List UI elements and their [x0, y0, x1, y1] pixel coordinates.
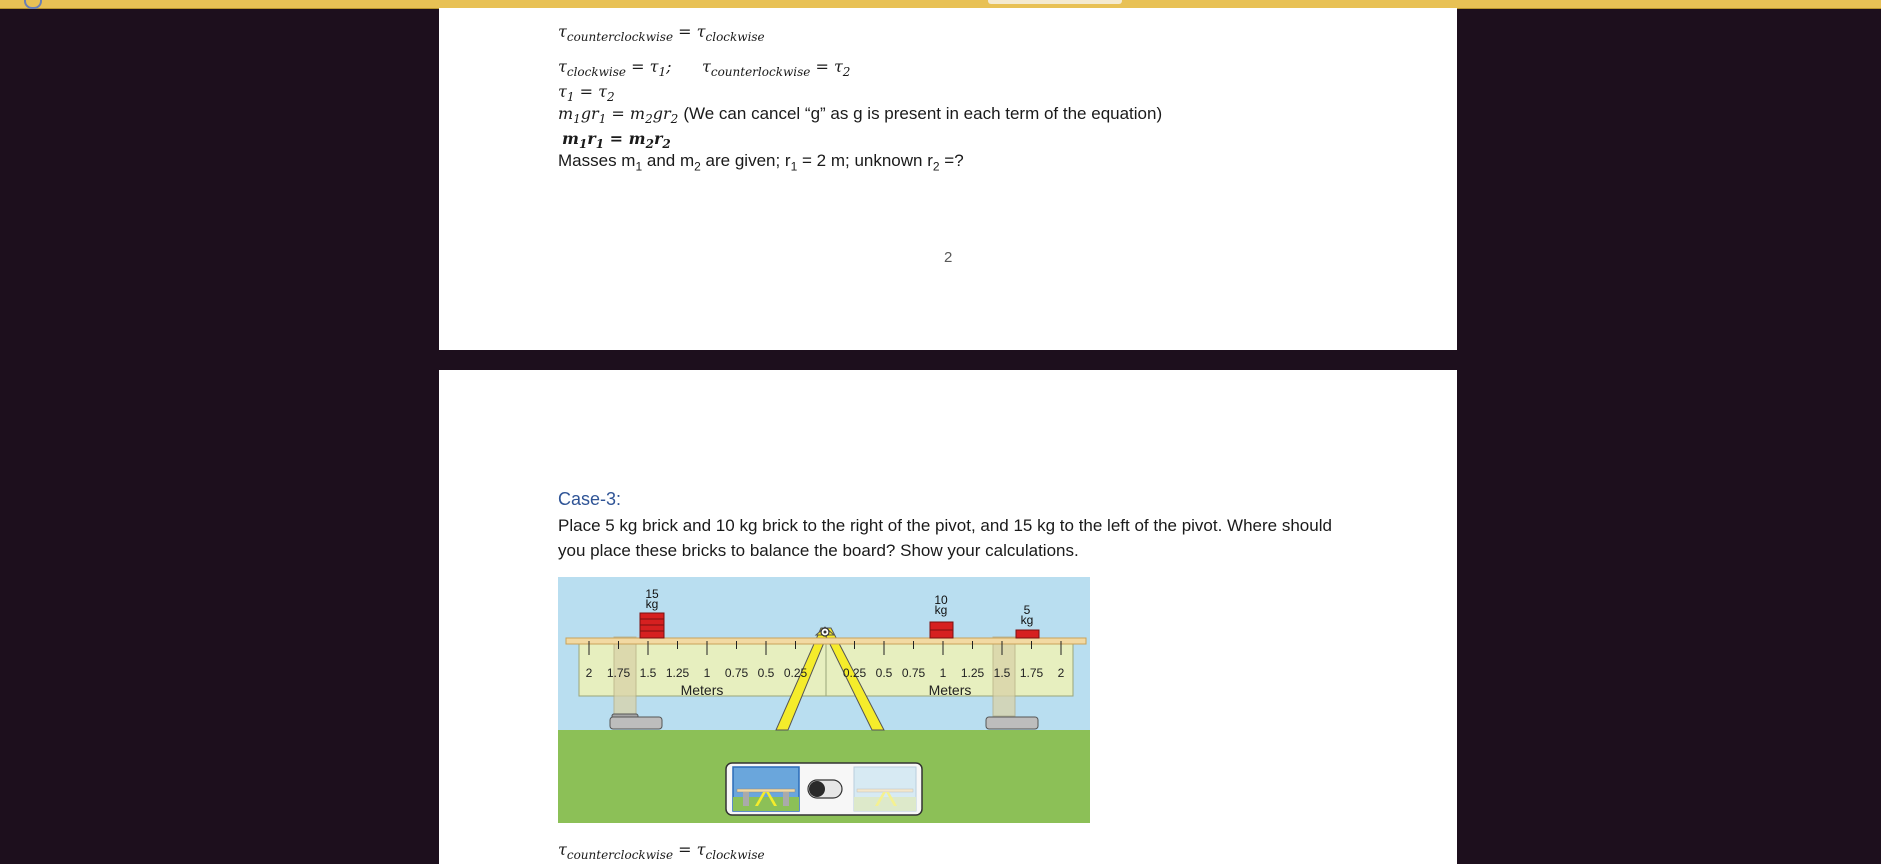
ruler-left-tick-label: 0.5	[757, 666, 775, 680]
ruler-right-tick-label: 1	[939, 666, 947, 680]
document-page-3	[439, 370, 1457, 864]
ruler-right-tick-label: 0.25	[842, 666, 867, 680]
instruction-line-2: you place these bricks to balance the board? Show your calculations.	[558, 541, 1079, 560]
ruler-left-unit: Meters	[680, 682, 724, 698]
ruler-left-tick-label: 1.75	[606, 666, 631, 680]
ruler-right-tick-label: 1.5	[993, 666, 1011, 680]
ruler-right-unit: Meters	[928, 682, 972, 698]
tau1-equals-tau2-equation: $\tau_1 = \tau_2$	[558, 82, 615, 105]
shield-icon	[24, 0, 42, 9]
torque-definitions-equation: $\tau_{clockwise} = \tau_1$; $\tau_{counterlockwise} = \tau_2$	[558, 57, 851, 80]
ruler-left-tick-label: 0.25	[783, 666, 808, 680]
case-3-heading: Case-3:	[558, 489, 622, 509]
page-number: 2	[944, 249, 953, 266]
toggle-switch[interactable]	[808, 780, 842, 798]
simple-view-thumbnail[interactable]	[854, 767, 916, 811]
ruler-left-tick-label: 2	[585, 666, 593, 680]
brick-10kg-value: 10	[934, 593, 948, 607]
torque-balance-equation: $\tau_{counterclockwise} = \tau_{clockwise}$	[558, 22, 765, 45]
balancing-act-simulation	[558, 577, 1090, 823]
document-page-2	[439, 8, 1457, 350]
ruler-left-tick-label: 1	[703, 666, 711, 680]
mgr-equation: $m_1gr_1 = m_2gr_2$ (We can cancel “g” as g is present in each term of the equation)	[558, 104, 1163, 127]
view-toggle-panel[interactable]	[726, 763, 922, 815]
ruler-right-tick-label: 0.5	[875, 666, 893, 680]
brick-15kg-value: 15	[645, 587, 659, 601]
ruler-left-tick-label: 1.5	[639, 666, 657, 680]
seesaw-plank	[566, 638, 1086, 644]
ruler-right-tick-label: 0.75	[901, 666, 926, 680]
ruler-right-tick-label: 1.25	[960, 666, 985, 680]
ruler-left-tick-label: 0.75	[724, 666, 749, 680]
ruler-right-tick-label: 2	[1057, 666, 1065, 680]
given-masses-line: Masses $m_1$ and $m_2$ are given; $r_1 = 2$ m; unknown $r_2$ =?	[558, 151, 964, 174]
brick-5kg-unit: kg	[1020, 613, 1034, 627]
brick-15kg-unit: kg	[645, 597, 659, 611]
realistic-view-thumbnail[interactable]	[733, 767, 799, 811]
instruction-line-1: Place 5 kg brick and 10 kg brick to the right of the pivot, and 15 kg to the left of the pivot. Where should	[558, 516, 1332, 535]
ruler-right-tick-label: 1.75	[1019, 666, 1044, 680]
torque-balance-equation-case3: $\tau_{counterclockwise} = \tau_{clockwise}$	[558, 840, 765, 863]
address-field-edge[interactable]	[988, 0, 1122, 4]
case-3-instructions	[558, 513, 1378, 563]
ruler-left-tick-label: 1.25	[665, 666, 690, 680]
brick-5kg-value: 5	[1023, 603, 1031, 617]
mr-equation: $m_1r_1 = m_2r_2$	[562, 129, 671, 152]
brick-10kg-unit: kg	[934, 603, 948, 617]
